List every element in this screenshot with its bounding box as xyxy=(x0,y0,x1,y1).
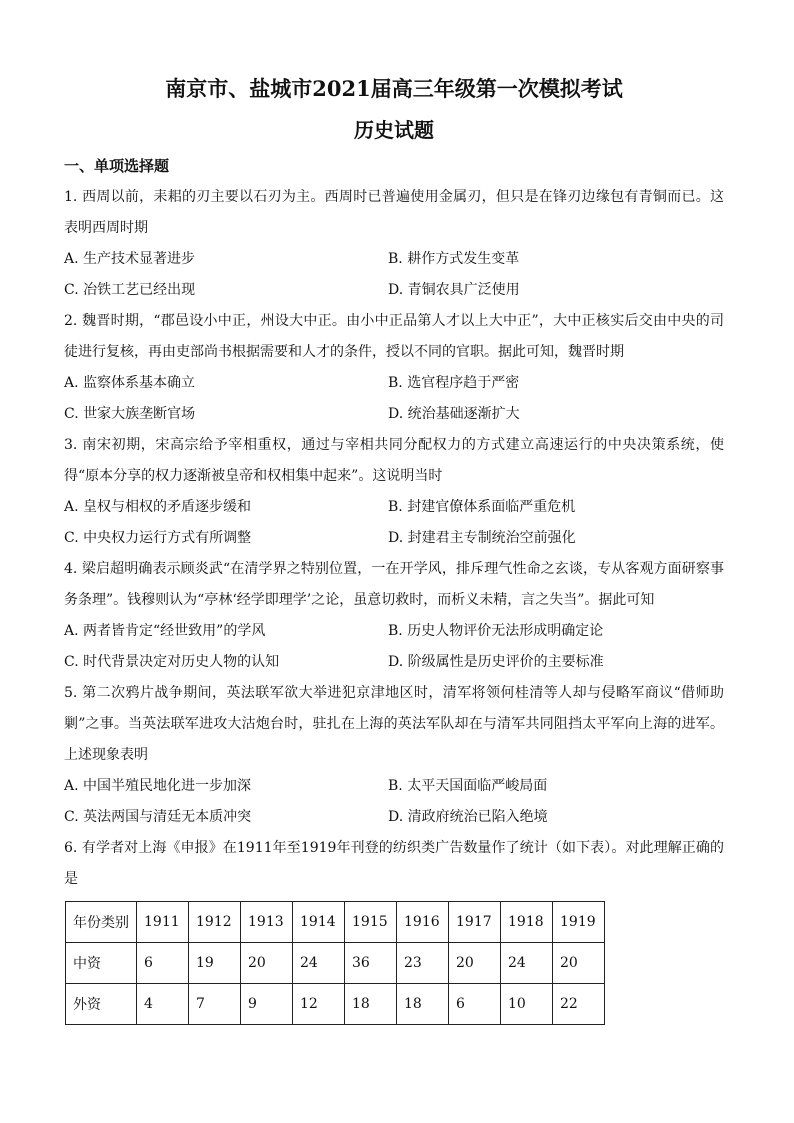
option-b: B. 封建官僚体系面临严重危机 xyxy=(388,499,576,515)
question-stem: 5. 第二次鸦片战争期间，英法联军欲大举进犯京津地区时，清军将领何桂清等人却与侵略军商议“借师助剿”之事。当英法联军进攻大沽炮台时，驻扎在上海的英法军队却在与清军共同阻挡太平军向上海的进军。上述现象表明 xyxy=(64,685,724,763)
question-4 xyxy=(64,554,724,678)
table-cell: 20 xyxy=(241,943,293,984)
table-cell: 4 xyxy=(137,984,189,1025)
table-cell: 18 xyxy=(397,984,449,1025)
option-c: C. 英法两国与清廷无本质冲突 xyxy=(64,809,252,825)
table-cell: 10 xyxy=(501,984,553,1025)
section-heading: 一、单项选择题 xyxy=(64,157,170,175)
option-b: B. 历史人物评价无法形成明确定论 xyxy=(388,623,604,639)
option-c: C. 时代背景决定对历史人物的认知 xyxy=(64,654,280,670)
option-c: C. 冶铁工艺已经出现 xyxy=(64,282,196,298)
table-cell: 6 xyxy=(137,943,189,984)
table-cell: 24 xyxy=(293,943,345,984)
options xyxy=(64,244,724,306)
options xyxy=(64,771,724,833)
question-6 xyxy=(64,833,724,895)
option-a: A. 皇权与相权的矛盾逐步缓和 xyxy=(64,499,252,515)
options xyxy=(64,492,724,554)
question-stem: 4. 梁启超明确表示顾炎武“在清学界之特别位置，一在开学风，排斥理气性命之玄谈，专从客观方面研察事务条理”。钱穆则认为“亭林‘经学即理学’之论，虽意切救时，而析义未精，言之失当”。据此可知 xyxy=(64,561,724,608)
table-row xyxy=(66,984,605,1025)
table-cell: 23 xyxy=(397,943,449,984)
option-d: D. 统治基础逐渐扩大 xyxy=(388,406,520,422)
table-header-cell: 1916 xyxy=(397,902,449,943)
table-cell: 36 xyxy=(345,943,397,984)
table-cell: 20 xyxy=(449,943,501,984)
table-cell: 9 xyxy=(241,984,293,1025)
table-cell: 24 xyxy=(501,943,553,984)
table-cell: 18 xyxy=(345,984,397,1025)
table-header-cell: 1918 xyxy=(501,902,553,943)
option-d: D. 阶级属性是历史评价的主要标准 xyxy=(388,654,604,670)
table-header-cell: 1912 xyxy=(189,902,241,943)
table-cell: 6 xyxy=(449,984,501,1025)
table-row xyxy=(66,943,605,984)
table-header-cell: 1917 xyxy=(449,902,501,943)
table-header-row xyxy=(66,902,605,943)
table-cell: 7 xyxy=(189,984,241,1025)
question-5 xyxy=(64,678,724,833)
row-label: 中资 xyxy=(66,943,137,984)
option-a: A. 监察体系基本确立 xyxy=(64,375,196,391)
option-d: D. 青铜农具广泛使用 xyxy=(388,282,520,298)
question-stem: 6. 有学者对上海《申报》在1911年至1919年刊登的纺织类广告数量作了统计（如下表）。对此理解正确的是 xyxy=(64,840,724,887)
option-a: A. 生产技术显著进步 xyxy=(64,251,196,267)
option-c: C. 世家大族垄断官场 xyxy=(64,406,196,422)
options xyxy=(64,368,724,430)
question-1 xyxy=(64,182,724,306)
option-b: B. 选官程序趋于严密 xyxy=(388,375,520,391)
ad-count-table xyxy=(65,901,605,1025)
table-header-cell: 1915 xyxy=(345,902,397,943)
options xyxy=(64,616,724,678)
question-stem: 2. 魏晋时期，“郡邑设小中正，州设大中正。由小中正品第人才以上大中正”，大中正核实后交由中央的司徒进行复核，再由吏部尚书根据需要和人才的条件，授以不同的官职。据此可知，魏晋时期 xyxy=(64,313,724,360)
table-header-label: 年份类别 xyxy=(66,902,137,943)
row-label: 外资 xyxy=(66,984,137,1025)
question-stem: 1. 西周以前，耒耜的刃主要以石刃为主。西周时已普遍使用金属刃，但只是在锋刃边缘包有青铜而已。这表明西周时期 xyxy=(64,189,724,236)
option-c: C. 中央权力运行方式有所调整 xyxy=(64,530,252,546)
table-header-cell: 1911 xyxy=(137,902,189,943)
table-cell: 20 xyxy=(553,943,605,984)
table-header-cell: 1914 xyxy=(293,902,345,943)
option-d: D. 封建君主专制统治空前强化 xyxy=(388,530,576,546)
option-a: A. 两者皆肯定“经世致用”的学风 xyxy=(64,623,266,639)
question-3 xyxy=(64,430,724,554)
table-cell: 19 xyxy=(189,943,241,984)
option-b: B. 耕作方式发生变革 xyxy=(388,251,520,267)
question-2 xyxy=(64,306,724,430)
exam-title: 南京市、盐城市2021届高三年级第一次模拟考试 xyxy=(165,76,623,101)
option-a: A. 中国半殖民地化进一步加深 xyxy=(64,778,252,794)
question-stem: 3. 南宋初期，宋高宗给予宰相重权，通过与宰相共同分配权力的方式建立高速运行的中央决策系统，使得“原本分享的权力逐渐被皇帝和权相集中起来”。这说明当时 xyxy=(64,437,724,484)
option-b: B. 太平天国面临严峻局面 xyxy=(388,778,548,794)
table-cell: 22 xyxy=(553,984,605,1025)
table-header-cell: 1919 xyxy=(553,902,605,943)
table-cell: 12 xyxy=(293,984,345,1025)
table-header-cell: 1913 xyxy=(241,902,293,943)
exam-subtitle: 历史试题 xyxy=(354,118,434,142)
option-d: D. 清政府统治已陷入绝境 xyxy=(388,809,548,825)
